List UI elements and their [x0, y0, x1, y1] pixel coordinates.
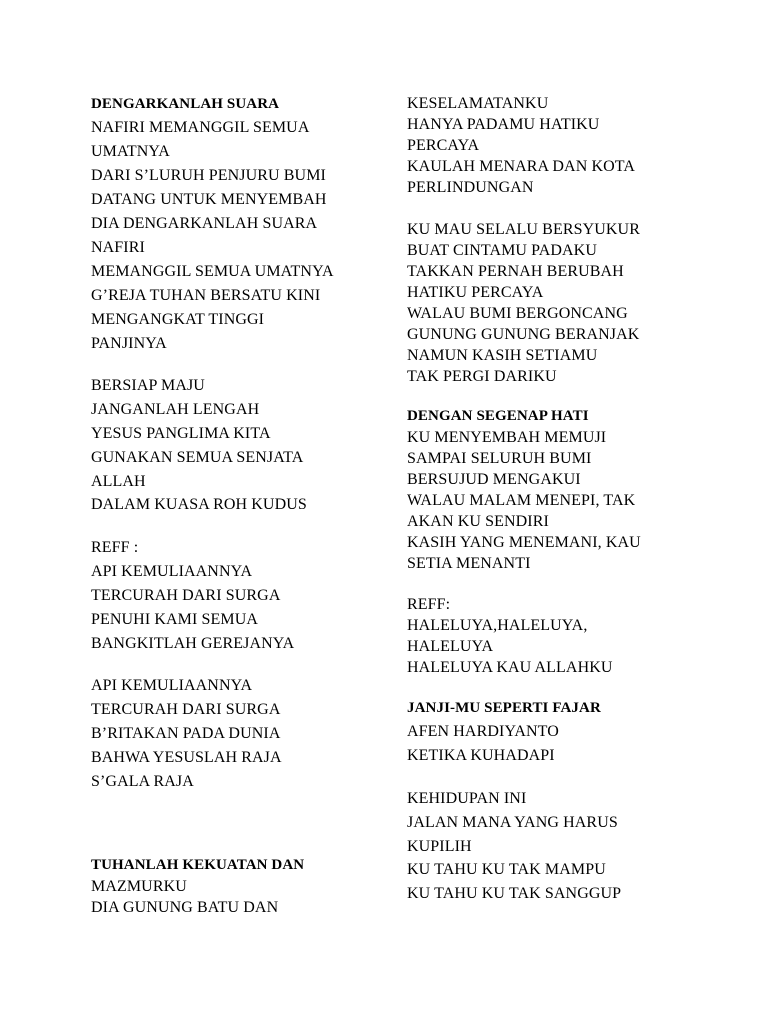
lyric-line: B’RITAKAN PADA DUNIA [91, 725, 281, 742]
lyric-line: KUPILIH [407, 838, 472, 855]
lyric-line: TERCURAH DARI SURGA [91, 587, 281, 604]
lyric-line: KESELAMATANKU [407, 95, 549, 112]
song-title-tuhanlah-kekuatan: TUHANLAH KEKUATAN DAN [91, 857, 305, 873]
lyric-line: DALAM KUASA ROH KUDUS [91, 496, 307, 513]
lyric-line: G’REJA TUHAN BERSATU KINI [91, 287, 321, 304]
lyric-line: GUNAKAN SEMUA SENJATA [91, 449, 304, 466]
lyric-line: DATANG UNTUK MENYEMBAH [91, 191, 327, 208]
lyric-line: YESUS PANGLIMA KITA [91, 425, 271, 442]
lyric-line: WALAU BUMI BERGONCANG [407, 305, 628, 322]
lyric-line: KEHIDUPAN INI [407, 790, 527, 807]
lyric-line: API KEMULIAANNYA [91, 677, 253, 694]
lyric-line: API KEMULIAANNYA [91, 563, 253, 580]
song-title-dengarkanlah-suara: DENGARKANLAH SUARA [91, 96, 280, 112]
lyric-line: MAZMURKU [91, 878, 187, 895]
lyric-line: DIA GUNUNG BATU DAN [91, 899, 279, 916]
lyric-line: DIA DENGARKANLAH SUARA [91, 215, 318, 232]
lyric-line: MEMANGGIL SEMUA UMATNYA [91, 263, 334, 280]
reff-label: REFF: [407, 596, 451, 613]
lyric-line: TAK PERGI DARIKU [407, 368, 557, 385]
lyric-line: BANGKITLAH GEREJANYA [91, 635, 295, 652]
lyric-line: JANGANLAH LENGAH [91, 401, 260, 418]
lyric-line: S’GALA RAJA [91, 773, 194, 790]
lyric-line: JALAN MANA YANG HARUS [407, 814, 618, 831]
lyric-line: ALLAH [91, 473, 146, 490]
lyric-line: UMATNYA [91, 143, 170, 160]
lyric-line: KAULAH MENARA DAN KOTA [407, 158, 636, 175]
lyric-line: BUAT CINTAMU PADAKU [407, 242, 597, 259]
lyric-line: TAKKAN PERNAH BERUBAH [407, 263, 624, 280]
lyric-line: WALAU MALAM MENEPI, TAK [407, 492, 636, 509]
lyric-line: HATIKU PERCAYA [407, 284, 544, 301]
lyric-line: KU MENYEMBAH MEMUJI [407, 429, 607, 446]
lyric-line: SAMPAI SELURUH BUMI [407, 450, 592, 467]
lyric-line: BERSIAP MAJU [91, 377, 205, 394]
lyric-line: KASIH YANG MENEMANI, KAU [407, 534, 641, 551]
lyric-line: NAFIRI MEMANGGIL SEMUA [91, 119, 310, 136]
lyric-line: HALELUYA,HALELUYA, [407, 617, 588, 634]
lyric-line: HALELUYA [407, 638, 494, 655]
lyric-line: PENUHI KAMI SEMUA [91, 611, 259, 628]
song-author: AFEN HARDIYANTO [407, 723, 559, 740]
song-title-dengan-segenap-hati: DENGAN SEGENAP HATI [407, 408, 589, 424]
lyric-line: MENGANGKAT TINGGI [91, 311, 265, 328]
lyric-line: PANJINYA [91, 335, 167, 352]
reff-label: REFF : [91, 539, 139, 556]
lyric-line: KU TAHU KU TAK MAMPU [407, 861, 606, 878]
lyric-line: GUNUNG GUNUNG BERANJAK [407, 326, 640, 343]
lyric-line: BERSUJUD MENGAKUI [407, 471, 581, 488]
lyric-line: PERLINDUNGAN [407, 179, 534, 196]
lyric-line: HALELUYA KAU ALLAHKU [407, 659, 613, 676]
lyric-line: KETIKA KUHADAPI [407, 747, 555, 764]
lyric-line: NAMUN KASIH SETIAMU [407, 347, 598, 364]
lyric-line: SETIA MENANTI [407, 555, 531, 572]
lyric-line: TERCURAH DARI SURGA [91, 701, 281, 718]
lyric-line: DARI S’LURUH PENJURU BUMI [91, 167, 326, 184]
lyric-line: HANYA PADAMU HATIKU [407, 116, 600, 133]
lyric-line: AKAN KU SENDIRI [407, 513, 549, 530]
song-title-janji-mu-seperti-fajar: JANJI-MU SEPERTI FAJAR [407, 700, 601, 716]
lyric-line: NAFIRI [91, 239, 145, 256]
lyric-line: KU MAU SELALU BERSYUKUR [407, 221, 640, 238]
lyric-line: KU TAHU KU TAK SANGGUP [407, 885, 622, 902]
lyric-line: BAHWA YESUSLAH RAJA [91, 749, 282, 766]
lyric-line: PERCAYA [407, 137, 480, 154]
